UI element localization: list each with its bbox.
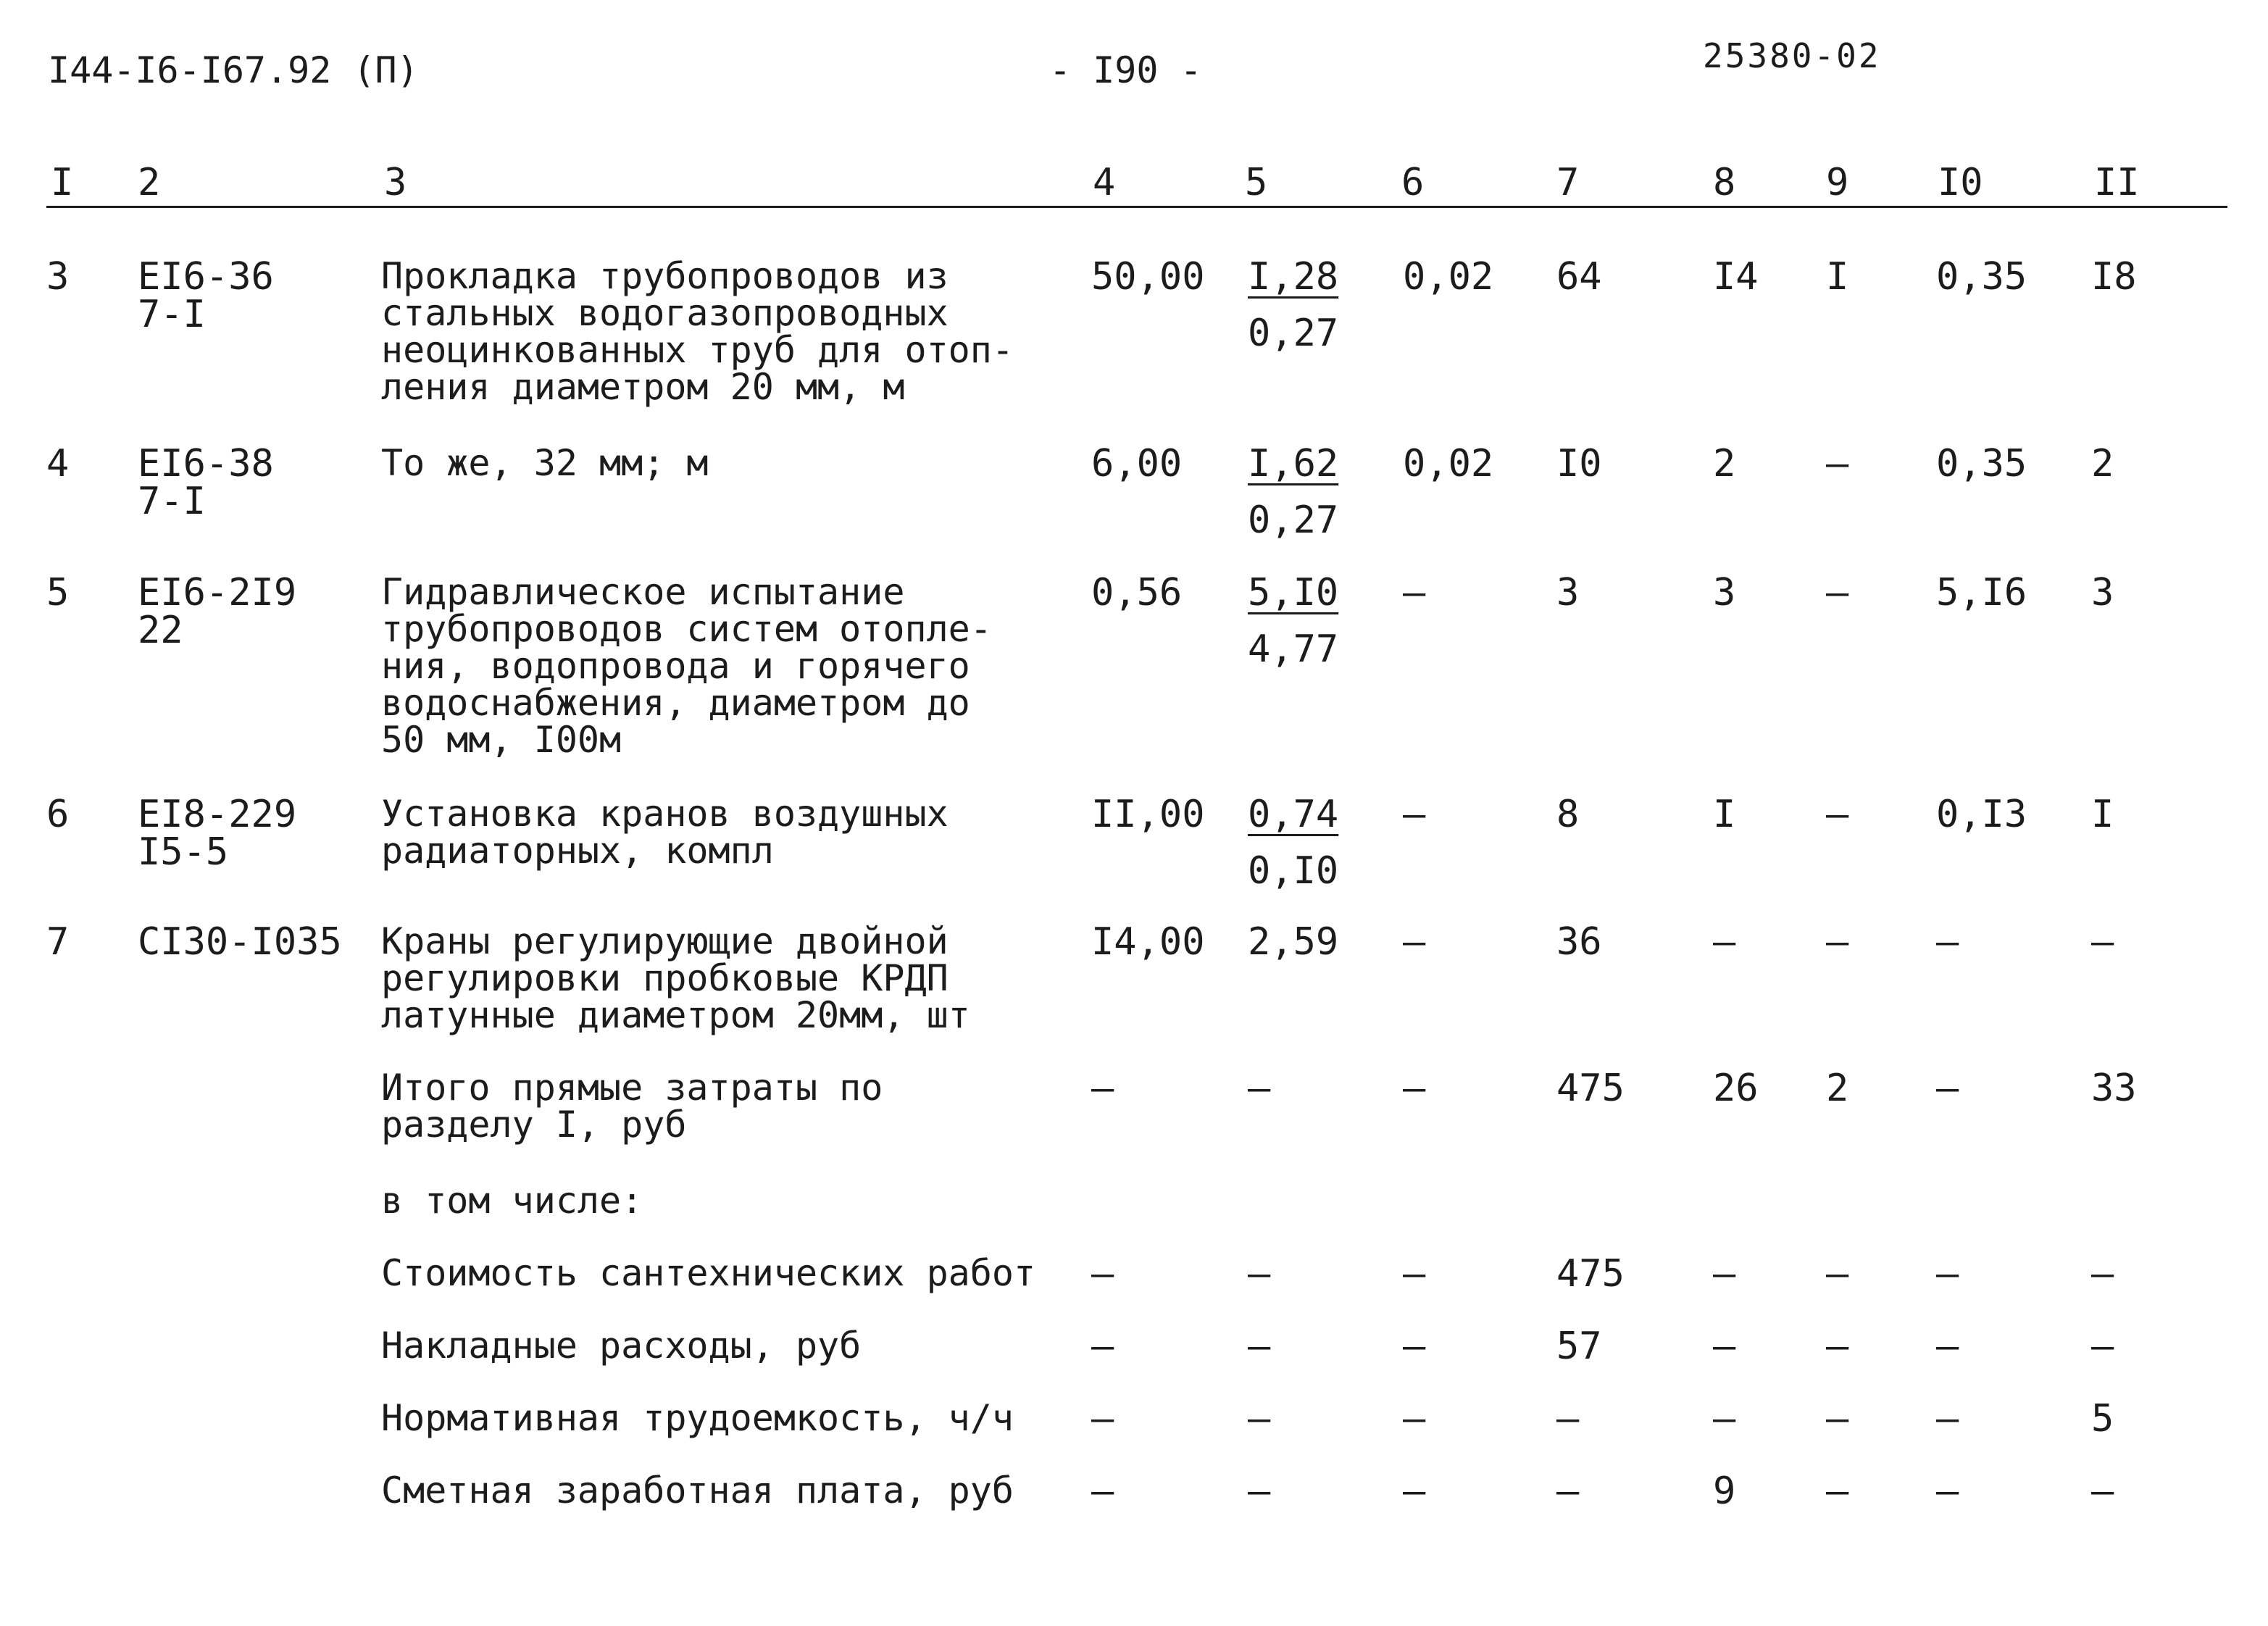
column-number: 4 (1093, 161, 1116, 204)
total-cost: I0 (1556, 442, 1602, 485)
col9-value: I (1826, 255, 1849, 299)
col10-value: – (1936, 920, 1959, 964)
row-number: 4 (46, 442, 70, 485)
column-number: I0 (1938, 161, 1983, 204)
quantity: II,00 (1091, 793, 1205, 836)
unit-cost: 2,59 (1248, 920, 1339, 964)
including-label: в том числе: (381, 1180, 643, 1222)
col9-value: – (1826, 1469, 1849, 1513)
quantity: – (1091, 1252, 1114, 1296)
col11-value: – (2091, 920, 2114, 964)
col9-value: – (1826, 1252, 1849, 1296)
totals-label: Итого прямые затраты по разделу I, руб (381, 1067, 883, 1146)
norm-code: EI8-229 I5-5 (138, 793, 297, 874)
col11-value: – (2091, 1469, 2114, 1513)
total-cost: 8 (1556, 793, 1580, 836)
column-number: 6 (1401, 161, 1425, 204)
col8-value: – (1713, 1325, 1736, 1368)
col10-value: – (1936, 1252, 1959, 1296)
unit-cost: $\frac{I,62}{0,27}$ (1248, 442, 1339, 542)
col9-value: 2 (1826, 1067, 1849, 1110)
col11-value: – (2091, 1252, 2114, 1296)
column-number: I (51, 161, 74, 204)
unit-cost: – (1248, 1252, 1271, 1296)
col6-value: – (1403, 920, 1426, 964)
col6-value: 0,02 (1403, 255, 1494, 299)
column-number: 5 (1245, 161, 1268, 204)
col9-value: – (1826, 1325, 1849, 1368)
col8-value: 3 (1713, 571, 1736, 614)
total-cost: 57 (1556, 1325, 1602, 1368)
col10-value: – (1936, 1469, 1959, 1513)
quantity: – (1091, 1397, 1114, 1441)
row-number: 6 (46, 793, 70, 836)
work-description: Гидравлическое испытание трубопроводов систем отопле- ния, водопровода и горячего водоснабжения, диаметром до 50 мм, I00м (381, 571, 992, 761)
col11-value: – (2091, 1325, 2114, 1368)
col8-value: – (1713, 1252, 1736, 1296)
total-cost: 64 (1556, 255, 1602, 299)
col11-value: 5 (2091, 1397, 2114, 1441)
col6-value: – (1403, 1469, 1426, 1513)
column-number: II (2094, 161, 2140, 204)
col10-value: – (1936, 1325, 1959, 1368)
unit-cost: $\frac{5,I0}{4,77}$ (1248, 571, 1339, 671)
col6-value: – (1403, 1397, 1426, 1441)
row-number: 7 (46, 920, 70, 964)
column-number: 7 (1556, 161, 1580, 204)
totals-label: Сметная заработная плата, руб (381, 1469, 1014, 1512)
col8-value: I (1713, 793, 1736, 836)
quantity: – (1091, 1325, 1114, 1368)
col8-value: 26 (1713, 1067, 1759, 1110)
norm-code: CI30-I035 (138, 920, 342, 964)
col6-value: – (1403, 793, 1426, 836)
col9-value: – (1826, 793, 1849, 836)
col11-value: I8 (2091, 255, 2137, 299)
column-number: 9 (1826, 161, 1849, 204)
quantity: – (1091, 1067, 1114, 1110)
col11-value: I (2091, 793, 2114, 836)
col6-value: 0,02 (1403, 442, 1494, 485)
unit-cost: $\frac{I,28}{0,27}$ (1248, 255, 1339, 355)
unit-cost: $\frac{0,74}{0,I0}$ (1248, 793, 1339, 893)
totals-label: Стоимость сантехнических работ (381, 1252, 1036, 1294)
quantity: 0,56 (1091, 571, 1183, 614)
archive-stamp: 25380-02 (1703, 36, 1881, 75)
col6-value: – (1403, 571, 1426, 614)
work-description: Установка кранов воздушных радиаторных, компл (381, 793, 949, 872)
row-number: 5 (46, 571, 70, 614)
col11-value: 3 (2091, 571, 2114, 614)
col6-value: – (1403, 1325, 1426, 1368)
column-number: 8 (1713, 161, 1736, 204)
unit-cost: – (1248, 1397, 1271, 1441)
unit-cost: – (1248, 1325, 1271, 1368)
total-cost: 3 (1556, 571, 1580, 614)
quantity: I4,00 (1091, 920, 1205, 964)
total-cost: 475 (1556, 1067, 1625, 1110)
totals-label: Накладные расходы, руб (381, 1325, 862, 1367)
column-number: 3 (384, 161, 407, 204)
norm-code: EI6-38 7-I (138, 442, 274, 523)
column-number: 2 (138, 161, 161, 204)
work-description: Краны регулирующие двойной регулировки пробковые КРДП латунные диаметром 20мм, шт (381, 920, 970, 1036)
col6-value: – (1403, 1252, 1426, 1296)
col8-value: 9 (1713, 1469, 1736, 1513)
unit-cost: – (1248, 1067, 1271, 1110)
document-code: I44-I6-I67.92 (П) (48, 49, 419, 91)
total-cost: – (1556, 1397, 1580, 1441)
col8-value: – (1713, 920, 1736, 964)
unit-cost: – (1248, 1469, 1271, 1513)
col9-value: – (1826, 920, 1849, 964)
col10-value: 0,I3 (1936, 793, 2027, 836)
col11-value: 33 (2091, 1067, 2137, 1110)
col10-value: 0,35 (1936, 442, 2027, 485)
norm-code: EI6-36 7-I (138, 255, 274, 336)
col9-value: – (1826, 1397, 1849, 1441)
total-cost: – (1556, 1469, 1580, 1513)
col8-value: – (1713, 1397, 1736, 1441)
col10-value: 0,35 (1936, 255, 2027, 299)
col9-value: – (1826, 442, 1849, 485)
row-number: 3 (46, 255, 70, 299)
col10-value: – (1936, 1397, 1959, 1441)
total-cost: 475 (1556, 1252, 1625, 1296)
col6-value: – (1403, 1067, 1426, 1110)
col11-value: 2 (2091, 442, 2114, 485)
quantity: 50,00 (1091, 255, 1205, 299)
col8-value: I4 (1713, 255, 1759, 299)
col8-value: 2 (1713, 442, 1736, 485)
page-number: - I90 - (1049, 49, 1202, 91)
header-rule (46, 206, 2227, 208)
totals-label: Нормативная трудоемкость, ч/ч (381, 1397, 1014, 1439)
col10-value: – (1936, 1067, 1959, 1110)
col9-value: – (1826, 571, 1849, 614)
total-cost: 36 (1556, 920, 1602, 964)
work-description: То же, 32 мм; м (381, 442, 709, 484)
quantity: – (1091, 1469, 1114, 1513)
norm-code: EI6-2I9 22 (138, 571, 297, 652)
quantity: 6,00 (1091, 442, 1183, 485)
col10-value: 5,I6 (1936, 571, 2027, 614)
work-description: Прокладка трубопроводов из стальных водогазопроводных неоцинкованных труб для отоп- ления диаметром 20 мм, м (381, 255, 1014, 408)
